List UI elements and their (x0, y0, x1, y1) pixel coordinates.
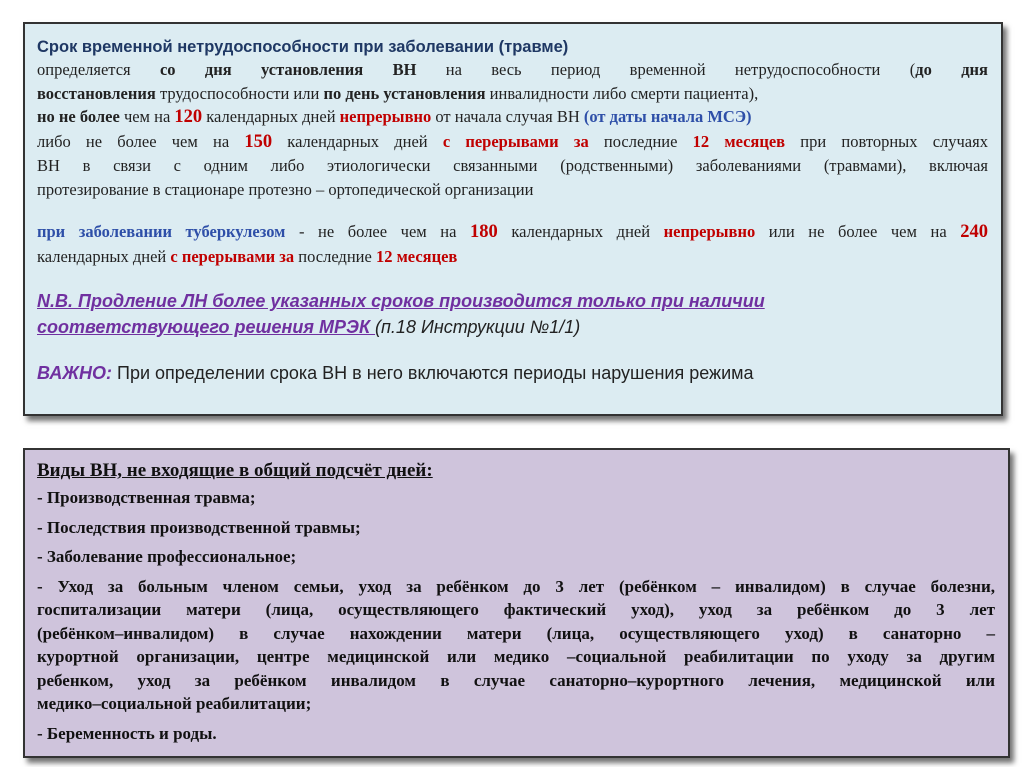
list-item: - Заболевание профессиональное; (37, 547, 297, 566)
text: календарных дней (272, 131, 443, 151)
rule-line-1 (37, 58, 988, 82)
spacer (37, 340, 988, 360)
nb-note (37, 288, 988, 340)
text: календарных дней (497, 222, 664, 241)
excluded-types-title: Виды ВН, не входящие в общий подсчёт дней: (37, 460, 433, 481)
important-note (37, 360, 988, 386)
list-item-line: курортной организации, центре медицинской или медико –социальной реабилитации по уходу за другим (37, 647, 995, 666)
important-label: ВАЖНО: (37, 363, 112, 383)
days-180: 180 (470, 222, 498, 242)
text: либо не более чем на (37, 131, 245, 151)
list-item-line: (ребёнком–инвалидом) в случае нахождении матери (лица, осуществляющего уход) в санаторно – (37, 623, 995, 643)
rule-line-4 (37, 130, 988, 155)
mse-date-note: (от даты начала МСЭ) (583, 107, 752, 126)
text: определяется (37, 60, 160, 79)
spacer (37, 268, 988, 288)
text: календарных дней (37, 246, 171, 266)
text: - не более чем на (285, 222, 471, 241)
list-item: - Последствия производственной травмы; (37, 517, 361, 537)
tuberculosis-label: при заболевании туберкулезом (37, 222, 286, 241)
text: при повторных случаях (785, 131, 988, 151)
rule-line-6: протезирование в стационаре протезно – ортопедической организации (37, 179, 534, 199)
continuous-label: непрерывно (339, 107, 432, 126)
text: последние (294, 246, 376, 266)
tuberculosis-line-1 (37, 220, 988, 245)
with-breaks-label: с перерывами за (170, 246, 295, 266)
instruction-reference: (п.18 Инструкции №1/1) (375, 317, 581, 337)
spacer (37, 201, 988, 220)
nb-line-2: соответствующего решения МРЭК (37, 317, 376, 337)
days-120: 120 (174, 107, 203, 127)
with-breaks-label: с перерывами за (442, 131, 589, 151)
text: но не более (37, 107, 120, 126)
continuous-label: непрерывно (663, 222, 756, 241)
rule-line-3 (37, 105, 988, 130)
duration-title: Срок временной нетрудоспособности при заболевании (травме) (37, 38, 569, 56)
text: со дня установления ВН (159, 60, 417, 79)
list-item (37, 575, 995, 716)
days-150: 150 (244, 131, 273, 152)
list-item-line: ребенком, уход за ребёнком инвалидом в случае санаторно–курортного лечения, медицинской или (37, 670, 995, 690)
text: на весь период временной нетрудоспособности ( (416, 60, 916, 79)
duration-rules-panel (23, 22, 1003, 416)
important-text: При определении срока ВН в него включаются периоды нарушения режима (112, 363, 754, 383)
text: до дня (915, 60, 988, 79)
list-item-line: госпитализации матери (лица, осуществляющего фактический уход), уход за ребёнком до 3 лет (37, 600, 995, 619)
months-12: 12 месяцев (692, 131, 786, 151)
rule-line-5: ВН в связи с одним либо этиологически связанными (родственными) заболеваниями (травмами), включая (37, 156, 988, 175)
text: чем на (119, 107, 175, 126)
months-12: 12 месяцев (375, 246, 458, 266)
text: от начала случая ВН (431, 107, 584, 126)
nb-line-1: N.B. Продление ЛН более указанных сроков производится только при наличии (37, 291, 765, 311)
text: последние (588, 131, 693, 151)
rule-line-2 (37, 82, 988, 106)
text: по день установления (323, 83, 486, 103)
text: или не более чем на (755, 222, 961, 241)
text: инвалидности либо смерти пациента), (485, 83, 759, 103)
list-item-line: - Уход за больным членом семьи, уход за ребёнком до 3 лет (ребёнком – инвалидом) в случае болезни, (37, 576, 995, 596)
list-item: - Беременность и роды. (37, 723, 217, 743)
list-item: - Производственная травма; (37, 488, 256, 507)
list-item-line: медико–социальной реабилитации; (37, 694, 312, 713)
tuberculosis-line-2 (37, 245, 988, 269)
text: календарных дней (202, 107, 340, 126)
text: восстановления (37, 83, 156, 103)
days-240: 240 (960, 222, 988, 242)
text: трудоспособности или (155, 83, 324, 103)
excluded-types-panel (23, 448, 1010, 758)
